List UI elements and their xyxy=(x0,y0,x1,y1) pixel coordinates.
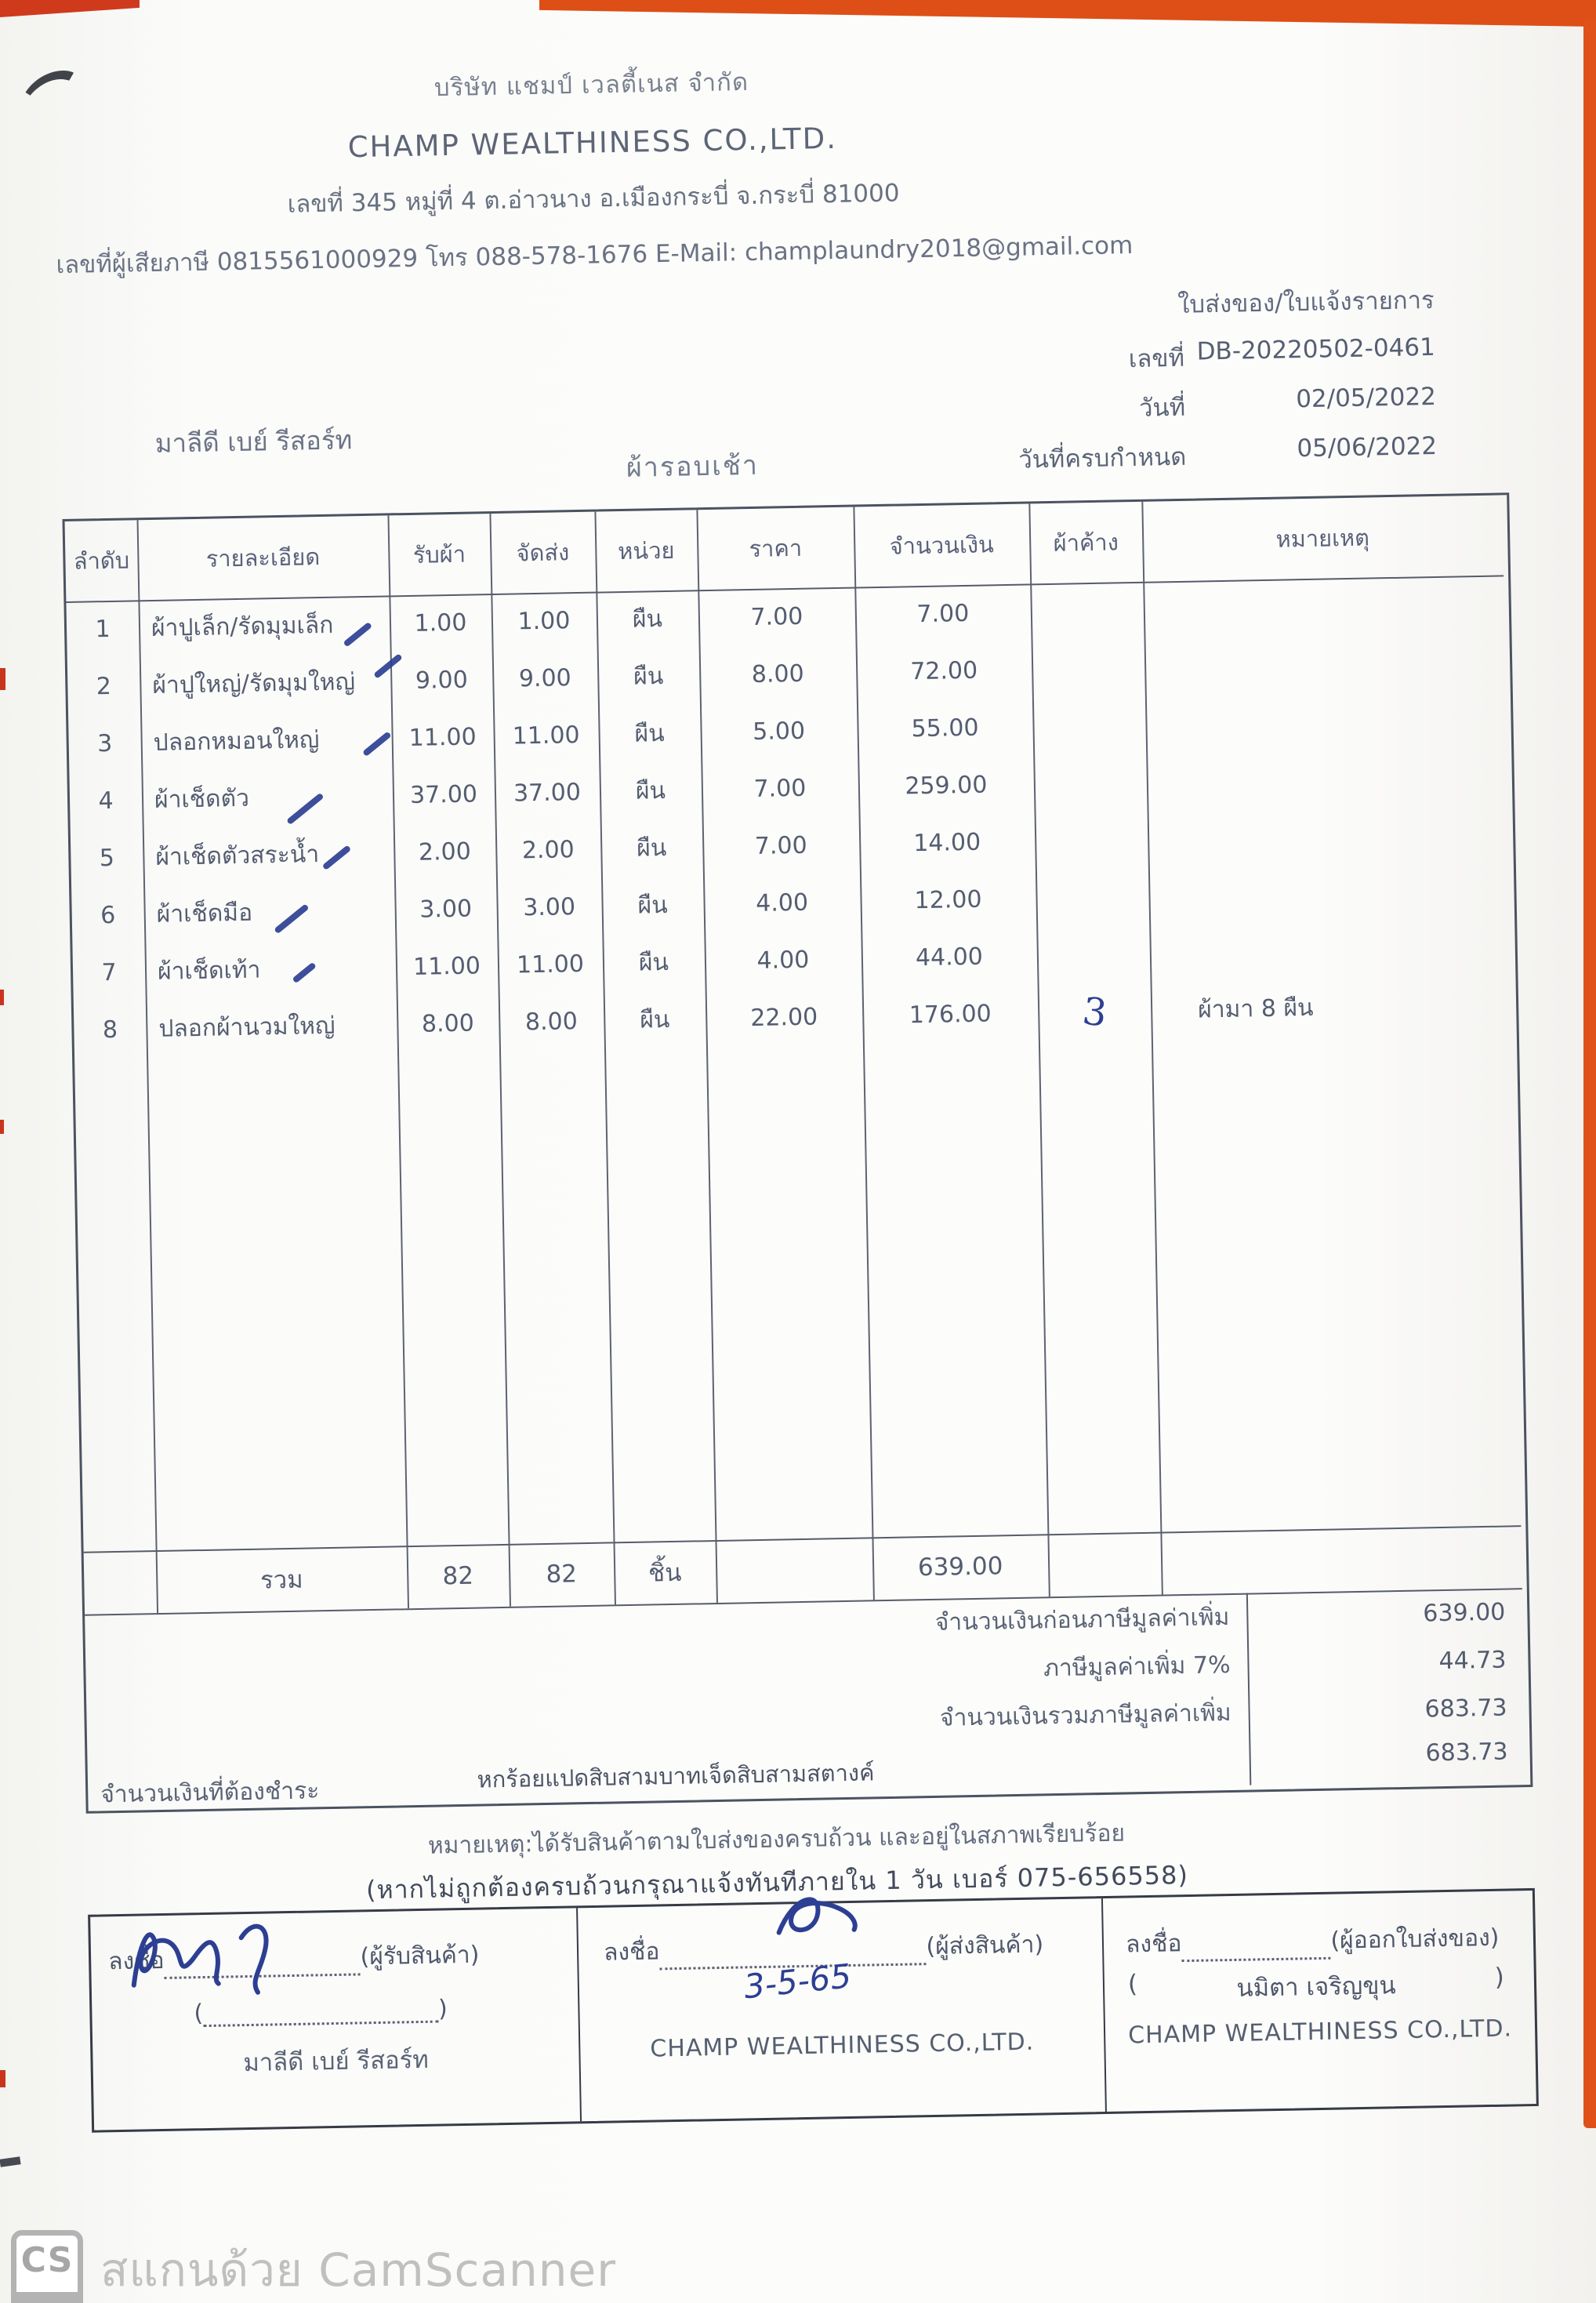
signature-dotted-line xyxy=(203,2002,438,2027)
doc-date-label: วันที่ xyxy=(1138,393,1186,423)
cell-no: 7 xyxy=(101,958,117,987)
receiver-name: มาลีดี เบย์ รีสอร์ท xyxy=(243,2045,430,2078)
cell-note-row8: ผ้ามา 8 ผืน xyxy=(1197,993,1314,1024)
col-header-received: รับผ้า xyxy=(412,540,466,568)
cell-received: 8.00 xyxy=(421,1009,475,1038)
col-header-no: ลำดับ xyxy=(73,547,130,575)
item-desc: ผ้าปูเล็ก/รัดมุมเล็ก xyxy=(151,611,334,642)
company-name-thai: บริษัท แชมป์ เวลตี้เนส จำกัด xyxy=(433,67,749,103)
item-desc: ผ้าเช็ดมือ xyxy=(156,899,253,928)
cell-received: 11.00 xyxy=(408,723,477,752)
scan-edge-artifact xyxy=(0,668,5,690)
cell-amount: 7.00 xyxy=(916,599,970,629)
cell-price: 7.00 xyxy=(750,602,803,631)
cell-pending xyxy=(1031,610,1144,612)
issuer-name-line xyxy=(1128,1963,1505,2010)
vat-label: ภาษีมูลค่าเพิ่ม 7% xyxy=(1043,1651,1231,1683)
amount-in-words: หกร้อยแปดสิบสามบาทเจ็ดสิบสามสตางค์ xyxy=(477,1759,875,1793)
col-header-desc: รายละเอียด xyxy=(205,543,321,572)
customer-name: มาลีดี เบย์ รีสอร์ท xyxy=(154,424,353,459)
cell-desc xyxy=(142,777,394,819)
col-header-price: ราคา xyxy=(749,534,803,563)
item-desc: ผ้าปูใหญ่/รัดมุมใหญ่ xyxy=(152,668,356,699)
cell-desc xyxy=(140,663,391,704)
cell-pending xyxy=(1035,839,1148,841)
cell-price: 4.00 xyxy=(756,946,810,975)
scan-edge-artifact-right xyxy=(1583,19,1596,2128)
company-address: เลขที่ 345 หมู่ที่ 4 ต.อ่าวนาง อ.เมืองกระบี่ จ.กระบี่ 81000 xyxy=(287,179,900,219)
cell-no: 4 xyxy=(98,786,114,815)
handwritten-check-mark xyxy=(322,845,352,870)
cell-received: 9.00 xyxy=(415,666,469,695)
cell-amount: 72.00 xyxy=(909,656,978,686)
cell-note xyxy=(1147,776,1507,782)
items-table xyxy=(62,492,1533,1814)
cell-amount: 12.00 xyxy=(914,885,982,915)
sign-label: ลงชื่อ xyxy=(107,1946,165,1976)
doc-date-value: 02/05/2022 xyxy=(1295,382,1437,414)
summary-blank xyxy=(84,1582,156,1583)
camscanner-logo xyxy=(11,2230,83,2303)
summary-unit: ชิ้น xyxy=(647,1558,682,1588)
col-header-amount: จำนวนเงิน xyxy=(889,531,995,560)
note-line-2: (หากไม่ถูกต้องครบถ้วนกรุณาแจ้งทันทีภายใน 1 วัน เบอร์ 075-656558) xyxy=(365,1860,1189,1905)
cell-delivered: 11.00 xyxy=(512,721,580,750)
handwritten-check-mark xyxy=(343,622,372,648)
cell-unit: ผืน xyxy=(637,891,669,920)
cell-note xyxy=(1148,833,1508,839)
cell-delivered: 11.00 xyxy=(516,950,585,979)
item-desc: ผ้าเช็ดตัว xyxy=(154,784,250,814)
signature-box-sender xyxy=(578,1898,1107,2121)
letterhead xyxy=(0,53,1206,285)
cell-amount: 55.00 xyxy=(911,714,979,743)
handwritten-check-mark xyxy=(292,962,316,984)
sign-label: ลงชื่อ xyxy=(1125,1930,1182,1959)
receiver-role-label: (ผู้รับสินค้า) xyxy=(360,1941,480,1971)
cell-pending xyxy=(1032,667,1144,670)
signature-section xyxy=(88,1888,1539,2133)
sender-handwritten-signature xyxy=(766,1882,892,1947)
grand-total-label: จำนวนเงินรวมภาษีมูลค่าเพิ่ม xyxy=(939,1698,1231,1732)
company-tax-phone-email: เลขที่ผู้เสียภาษี 0815561000929 โทร 088-578-1676 E-Mail: champlaundry2018@gmail.com xyxy=(56,231,1134,280)
item-desc: ปลอกหมอนใหญ่ xyxy=(153,726,320,757)
camscanner-watermark: สแกนด้วย CamScanner xyxy=(100,2243,617,2297)
cell-received: 37.00 xyxy=(409,780,478,809)
cell-pending xyxy=(1033,725,1146,727)
cell-desc xyxy=(143,892,395,933)
cell-pending xyxy=(1036,896,1149,899)
summary-amount: 639.00 xyxy=(917,1552,1003,1582)
summary-received: 82 xyxy=(442,1561,474,1591)
cell-no: 5 xyxy=(99,844,115,873)
handwritten-check-mark xyxy=(274,903,309,934)
cell-price: 7.00 xyxy=(754,831,807,860)
issuer-sign-line xyxy=(1126,1920,1500,1963)
col-header-delivered: จัดส่ง xyxy=(516,539,570,567)
cell-price: 7.00 xyxy=(753,774,807,803)
handwritten-check-mark xyxy=(286,793,325,825)
cell-unit: ผืน xyxy=(638,948,669,977)
signature-box-issuer xyxy=(1103,1891,1536,2112)
cell-received: 3.00 xyxy=(419,895,473,924)
receiver-handwritten-signature xyxy=(122,1900,327,2006)
cell-unit: ผืน xyxy=(633,663,664,691)
cell-price: 22.00 xyxy=(750,1003,818,1033)
col-header-remark: หมายเหตุ xyxy=(1275,524,1370,553)
issuer-name: นมิตา เจริญขุน xyxy=(1236,1971,1396,2003)
cell-no: 2 xyxy=(96,672,112,701)
cell-note xyxy=(1144,604,1504,610)
laundry-batch-label: ผ้ารอบเช้า xyxy=(626,449,760,484)
summary-price xyxy=(716,1568,872,1571)
vat-value: 44.73 xyxy=(1438,1646,1507,1676)
cell-received: 2.00 xyxy=(418,837,472,866)
cell-no: 8 xyxy=(102,1015,118,1044)
cell-received: 1.00 xyxy=(414,608,467,638)
cell-price: 8.00 xyxy=(751,659,804,688)
cell-received: 11.00 xyxy=(412,952,481,981)
cell-amount: 176.00 xyxy=(909,1000,992,1030)
due-date-label: วันที่ครบกำหนด xyxy=(1017,442,1187,474)
cell-note xyxy=(1150,947,1511,954)
scan-edge-artifact xyxy=(0,2070,5,2087)
item-desc: ผ้าเช็ดตัวสระน้ำ xyxy=(155,841,320,871)
due-date-value: 05/06/2022 xyxy=(1297,431,1438,463)
cell-pending xyxy=(1037,954,1150,956)
cell-note xyxy=(1149,890,1510,896)
doc-number-label: เลขที่ xyxy=(1128,343,1185,374)
cell-unit: ผืน xyxy=(639,1005,670,1034)
paren-open: ( xyxy=(194,2000,204,2028)
cell-delivered: 37.00 xyxy=(513,778,582,808)
summary-note xyxy=(1161,1557,1522,1563)
cell-unit: ผืน xyxy=(634,720,665,748)
subtotal-label: จำนวนเงินก่อนภาษีมูลค่าเพิ่ม xyxy=(934,1604,1230,1636)
cell-desc xyxy=(140,720,392,761)
cell-desc xyxy=(146,1006,397,1048)
sender-handwritten-date: 3-5-65 xyxy=(742,1956,854,2007)
document-type-title: ใบส่งของ/ใบแจ้งรายการ xyxy=(1177,285,1435,319)
cell-desc xyxy=(143,834,394,876)
col-header-unit: หน่วย xyxy=(617,536,675,565)
cell-amount: 14.00 xyxy=(912,828,981,858)
cell-note xyxy=(1146,718,1507,725)
cell-amount: 44.00 xyxy=(915,943,984,972)
item-desc: ปลอกผ้านวมใหญ่ xyxy=(158,1012,336,1043)
signature-dotted-line xyxy=(1181,1938,1330,1962)
cell-pending xyxy=(1038,989,1152,1035)
cell-delivered: 1.00 xyxy=(517,607,571,636)
cell-desc xyxy=(139,605,390,647)
amount-payable-label: จำนวนเงินที่ต้องชำระ xyxy=(100,1777,320,1809)
cell-unit: ผืน xyxy=(635,777,666,805)
doc-number-value: DB-20220502-0461 xyxy=(1196,332,1436,366)
cell-note xyxy=(1144,661,1505,667)
summary-delivered: 82 xyxy=(546,1560,578,1589)
doc-number-row xyxy=(887,333,1436,383)
cell-delivered: 9.00 xyxy=(518,664,572,693)
cell-no: 1 xyxy=(95,615,111,644)
cell-no: 6 xyxy=(100,901,116,930)
sender-company: CHAMP WEALTHINESS CO.,LTD. xyxy=(650,2028,1035,2063)
signature-box-receiver xyxy=(90,1908,582,2130)
scan-edge-artifact xyxy=(0,990,4,1005)
cell-desc xyxy=(145,949,397,990)
grand-total-value: 683.73 xyxy=(1424,1694,1507,1724)
doc-date-row xyxy=(887,383,1437,432)
summary-label: รวม xyxy=(259,1565,303,1595)
cell-price: 5.00 xyxy=(752,717,806,746)
scan-edge-artifact xyxy=(0,1120,4,1134)
issuer-role-label: (ผู้ออกใบส่งของ) xyxy=(1330,1923,1500,1955)
camscanner-logo-text: CS xyxy=(20,2240,74,2280)
company-name-english: CHAMP WEALTHINESS CO.,LTD. xyxy=(347,121,838,165)
sign-label: ลงชื่อ xyxy=(603,1938,660,1967)
subtotal-value: 639.00 xyxy=(1423,1598,1506,1628)
cell-delivered: 2.00 xyxy=(521,836,575,865)
camscanner-logo-base xyxy=(16,2292,78,2303)
sender-role-label: (ผู้ส่งสินค้า) xyxy=(926,1931,1044,1961)
summary-pending xyxy=(1048,1564,1161,1566)
cell-unit: ผืน xyxy=(636,834,667,863)
cell-unit: ผืน xyxy=(632,605,663,634)
due-date-row xyxy=(888,432,1438,481)
handwritten-pending-count: 3 xyxy=(1079,988,1109,1036)
cell-pending xyxy=(1034,782,1147,784)
cell-no: 3 xyxy=(96,729,113,758)
paren-close: ) xyxy=(1494,1963,1505,1992)
cell-amount: 259.00 xyxy=(905,771,988,801)
cell-delivered: 3.00 xyxy=(522,893,576,922)
item-desc: ผ้าเช็ดเท้า xyxy=(157,956,261,986)
col-header-pending: ผ้าค้าง xyxy=(1053,529,1119,557)
cell-price: 4.00 xyxy=(755,888,809,917)
paren-close: ) xyxy=(437,1995,448,2023)
issuer-company: CHAMP WEALTHINESS CO.,LTD. xyxy=(1127,2014,1513,2050)
cell-delivered: 8.00 xyxy=(524,1008,579,1037)
handwritten-check-mark xyxy=(362,731,392,757)
amount-payable-value: 683.73 xyxy=(1425,1738,1508,1767)
note-line-1: หมายเหตุ:ได้รับสินค้าตามใบส่งของครบถ้วน และอยู่ในสภาพเรียบร้อย xyxy=(427,1819,1126,1860)
paren-open: ( xyxy=(1127,1970,1138,1999)
